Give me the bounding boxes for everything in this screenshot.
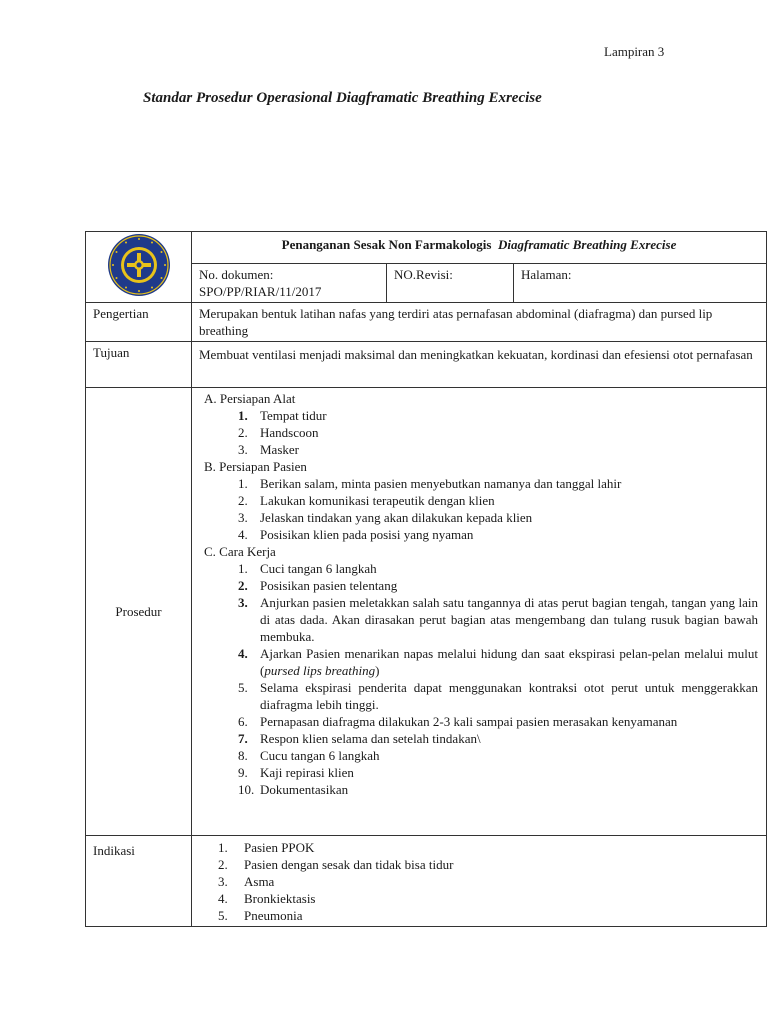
section-a-title: A. Persiapan Alat xyxy=(204,391,296,406)
document-title: Standar Prosedur Operasional Diagframatic Breathing Exrecise xyxy=(143,90,542,106)
indikasi-label: Indikasi xyxy=(86,836,192,927)
prosedur-label: Prosedur xyxy=(86,388,192,836)
list-item: 1. Pasien PPOK xyxy=(218,840,315,855)
no-dokumen-cell xyxy=(192,264,387,303)
indikasi-list xyxy=(218,839,758,924)
list-item: 3. Masker xyxy=(238,442,299,457)
section-b-list xyxy=(202,475,758,543)
section-a-list xyxy=(202,407,758,458)
tujuan-label: Tujuan xyxy=(86,342,192,388)
table-title-plain: Penanganan Sesak Non Farmakologis xyxy=(281,237,492,252)
list-item: 2. Lakukan komunikasi terapeutik dengan klien xyxy=(238,493,495,508)
no-dokumen-value: SPO/PP/RIAR/11/2017 xyxy=(199,284,322,299)
no-dokumen-label: No. dokumen: xyxy=(199,267,274,282)
list-item: 4. Posisikan klien pada posisi yang nyaman xyxy=(238,527,474,542)
university-logo xyxy=(107,233,171,297)
logo-cell xyxy=(86,232,192,303)
section-c-list xyxy=(202,560,758,798)
section-c-title: C. Cara Kerja xyxy=(204,544,276,559)
list-item: 3. Jelaskan tindakan yang akan dilakukan kepada klien xyxy=(238,510,533,525)
halaman-label: Halaman: xyxy=(521,267,572,282)
pursed-lips-italic: pursed lips breathing xyxy=(264,663,376,678)
list-item: 8. Cucu tangan 6 langkah xyxy=(238,748,380,763)
sop-table xyxy=(85,231,767,927)
no-revisi-cell xyxy=(387,264,514,303)
list-item: 10. Dokumentasikan xyxy=(238,782,349,797)
list-item: 6. Pernapasan diafragma dilakukan 2-3 kali sampai pasien merasakan kenyamanan xyxy=(238,714,678,729)
indikasi-content xyxy=(192,836,767,927)
list-item: 5. Pneumonia xyxy=(218,908,303,923)
no-revisi-label: NO.Revisi: xyxy=(394,267,453,282)
list-item: 7. Respon klien selama dan setelah tindakan\ xyxy=(238,731,481,746)
prosedur-content xyxy=(192,388,767,836)
list-item: 3. Anjurkan pasien meletakkan salah satu tangannya di atas perut bagian tengah, tangan yang lain di atas dada. Akan dirasakan perut bagian atas mengembang dan tulang rusuk bagian bawah membuka. xyxy=(238,595,759,644)
halaman-cell xyxy=(514,264,767,303)
list-item: 2. Pasien dengan sesak dan tidak bisa tidur xyxy=(218,857,454,872)
lampiran-label: Lampiran 3 xyxy=(604,44,665,59)
list-item: 2. Handscoon xyxy=(238,425,319,440)
tujuan-text: Membuat ventilasi menjadi maksimal dan meningkatkan kekuatan, kordinasi dan efesiensi otot pernafasan xyxy=(192,342,767,388)
pengertian-text: Merupakan bentuk latihan nafas yang terdiri atas pernafasan abdominal (diafragma) dan pursed lip breathing xyxy=(192,303,767,342)
list-item: 1. Berikan salam, minta pasien menyebutkan namanya dan tanggal lahir xyxy=(238,476,622,491)
table-title xyxy=(192,232,767,264)
list-item: 4. Bronkiektasis xyxy=(218,891,316,906)
section-b-title: B. Persiapan Pasien xyxy=(204,459,307,474)
table-title-italic: Diagframatic Breathing Exrecise xyxy=(497,237,677,252)
list-item: 9. Kaji repirasi klien xyxy=(238,765,354,780)
list-item: 1. Cuci tangan 6 langkah xyxy=(238,561,377,576)
list-item: 1. Tempat tidur xyxy=(238,408,327,423)
list-item: 2. Posisikan pasien telentang xyxy=(238,578,398,593)
list-item: 4. Ajarkan Pasien menarikan napas melalui hidung dan saat ekspirasi pelan-pelan melalui mulut (pursed lips breathing) xyxy=(238,646,759,678)
list-item: 5. Selama ekspirasi penderita dapat menggunakan kontraksi otot perut untuk menggerakkan diafragma lebih tinggi. xyxy=(238,680,759,712)
pengertian-label: Pengertian xyxy=(86,303,192,342)
list-item: 3. Asma xyxy=(218,874,275,889)
